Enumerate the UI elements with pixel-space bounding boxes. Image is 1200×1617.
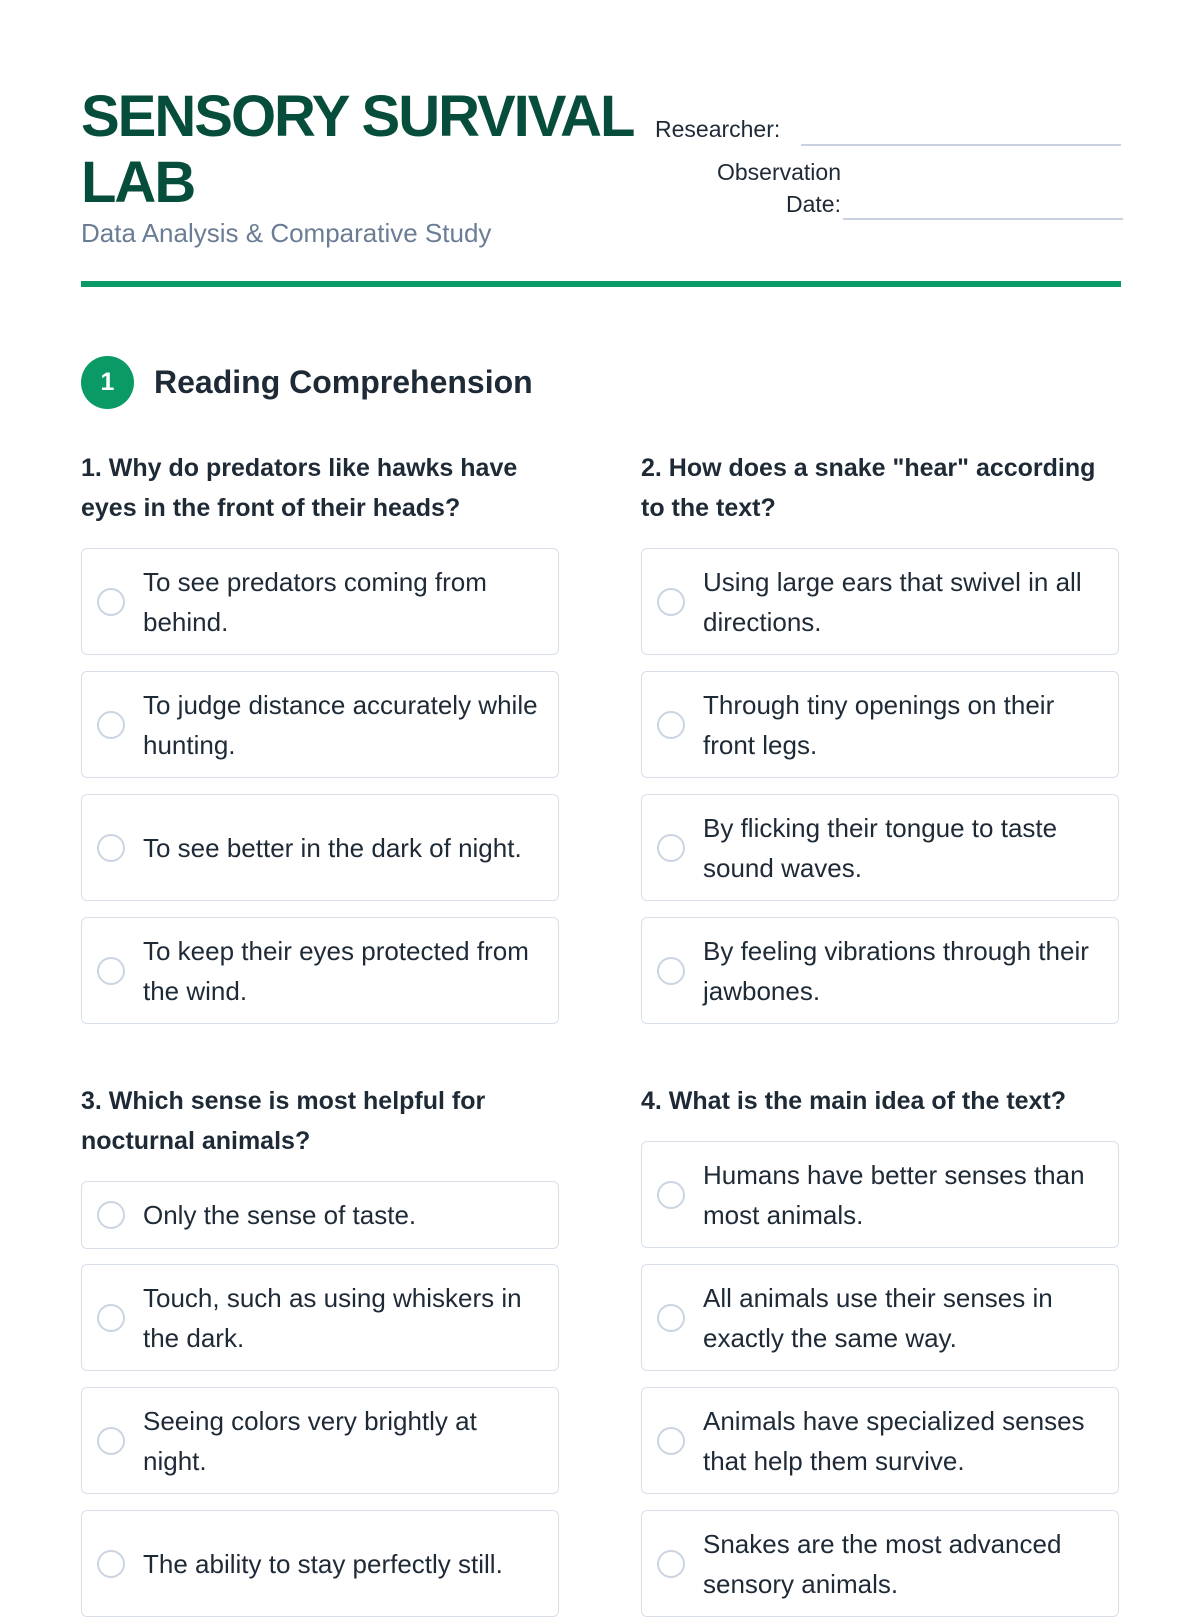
question-2-option-d[interactable] — [641, 917, 1119, 1024]
question-4-text: 4. What is the main idea of the text? — [641, 1087, 1067, 1115]
researcher-label: Researcher: — [655, 116, 781, 142]
question-2-option-c[interactable] — [641, 794, 1119, 901]
header-divider — [81, 281, 1121, 287]
radio-button[interactable] — [97, 1427, 125, 1455]
question-1-text: 1. Why do predators like hawks have eyes in the front of their heads? — [81, 454, 518, 522]
section-number-badge: 1 — [81, 356, 134, 409]
observation-date-field[interactable] — [843, 218, 1123, 220]
option-label: Through tiny openings on their front legs. — [703, 689, 1055, 760]
section-title: Reading Comprehension — [154, 363, 533, 400]
question-3 — [81, 1081, 561, 1579]
option-label: To see predators coming from behind. — [143, 566, 487, 637]
question-1-option-d[interactable] — [81, 917, 559, 1024]
radio-button[interactable] — [97, 1304, 125, 1332]
observation-date-label-line1: Observation — [716, 159, 841, 185]
radio-button[interactable] — [657, 1304, 685, 1332]
option-label: To judge distance accurately while hunting. — [143, 689, 538, 760]
option-label: The ability to stay perfectly still. — [143, 1548, 503, 1579]
radio-button[interactable] — [657, 957, 685, 985]
question-4-option-d[interactable] — [641, 1510, 1119, 1617]
question-2-text: 2. How does a snake "hear" according to the text? — [641, 454, 1096, 522]
radio-button[interactable] — [97, 1550, 125, 1578]
option-label: Animals have specialized senses that help them survive. — [703, 1405, 1085, 1476]
option-label: Snakes are the most advanced sensory animals. — [703, 1528, 1062, 1599]
option-label: By feeling vibrations through their jawbones. — [703, 935, 1089, 1006]
option-label: To keep their eyes protected from the wind. — [143, 935, 529, 1006]
radio-button[interactable] — [657, 1427, 685, 1455]
radio-button[interactable] — [97, 588, 125, 616]
observation-date-label-line2: Date: — [786, 191, 841, 217]
option-label: All animals use their senses in exactly the same way. — [703, 1282, 1053, 1353]
question-2-option-b[interactable] — [641, 671, 1119, 778]
question-3-text: 3. Which sense is most helpful for nocturnal animals? — [81, 1087, 486, 1155]
question-4-option-c[interactable] — [641, 1387, 1119, 1494]
radio-button[interactable] — [657, 1181, 685, 1209]
option-label: By flicking their tongue to taste sound waves. — [703, 812, 1058, 883]
question-3-option-b[interactable] — [81, 1264, 559, 1371]
page-subtitle: Data Analysis & Comparative Study — [81, 218, 492, 248]
radio-button[interactable] — [657, 834, 685, 862]
radio-button[interactable] — [97, 1201, 125, 1229]
radio-button[interactable] — [97, 834, 125, 862]
radio-button[interactable] — [657, 711, 685, 739]
section-heading — [81, 355, 533, 409]
radio-button[interactable] — [97, 957, 125, 985]
question-3-option-c[interactable] — [81, 1387, 559, 1494]
option-label: Only the sense of taste. — [143, 1200, 417, 1230]
question-3-option-d[interactable] — [81, 1510, 559, 1617]
option-label: Touch, such as using whiskers in the dark. — [143, 1282, 522, 1353]
option-label: Using large ears that swivel in all directions. — [703, 566, 1082, 637]
observation-date-label — [671, 156, 841, 220]
option-label: To see better in the dark of night. — [143, 832, 522, 863]
option-label: Humans have better senses than most animals. — [703, 1159, 1085, 1230]
question-3-option-a[interactable] — [81, 1181, 559, 1249]
question-1-option-c[interactable] — [81, 794, 559, 901]
question-4-option-b[interactable] — [641, 1264, 1119, 1371]
option-label: Seeing colors very brightly at night. — [143, 1405, 477, 1476]
radio-button[interactable] — [657, 1550, 685, 1578]
page-title: SENSORY SURVIVAL LAB — [81, 84, 633, 215]
question-2 — [641, 448, 1121, 1006]
worksheet-header — [81, 84, 1121, 284]
question-1-option-a[interactable] — [81, 548, 559, 655]
radio-button[interactable] — [657, 588, 685, 616]
question-1-option-b[interactable] — [81, 671, 559, 778]
question-1 — [81, 448, 561, 1006]
question-4-option-a[interactable] — [641, 1141, 1119, 1248]
question-4 — [641, 1081, 1121, 1599]
radio-button[interactable] — [97, 711, 125, 739]
researcher-field[interactable] — [801, 144, 1121, 146]
question-2-option-a[interactable] — [641, 548, 1119, 655]
